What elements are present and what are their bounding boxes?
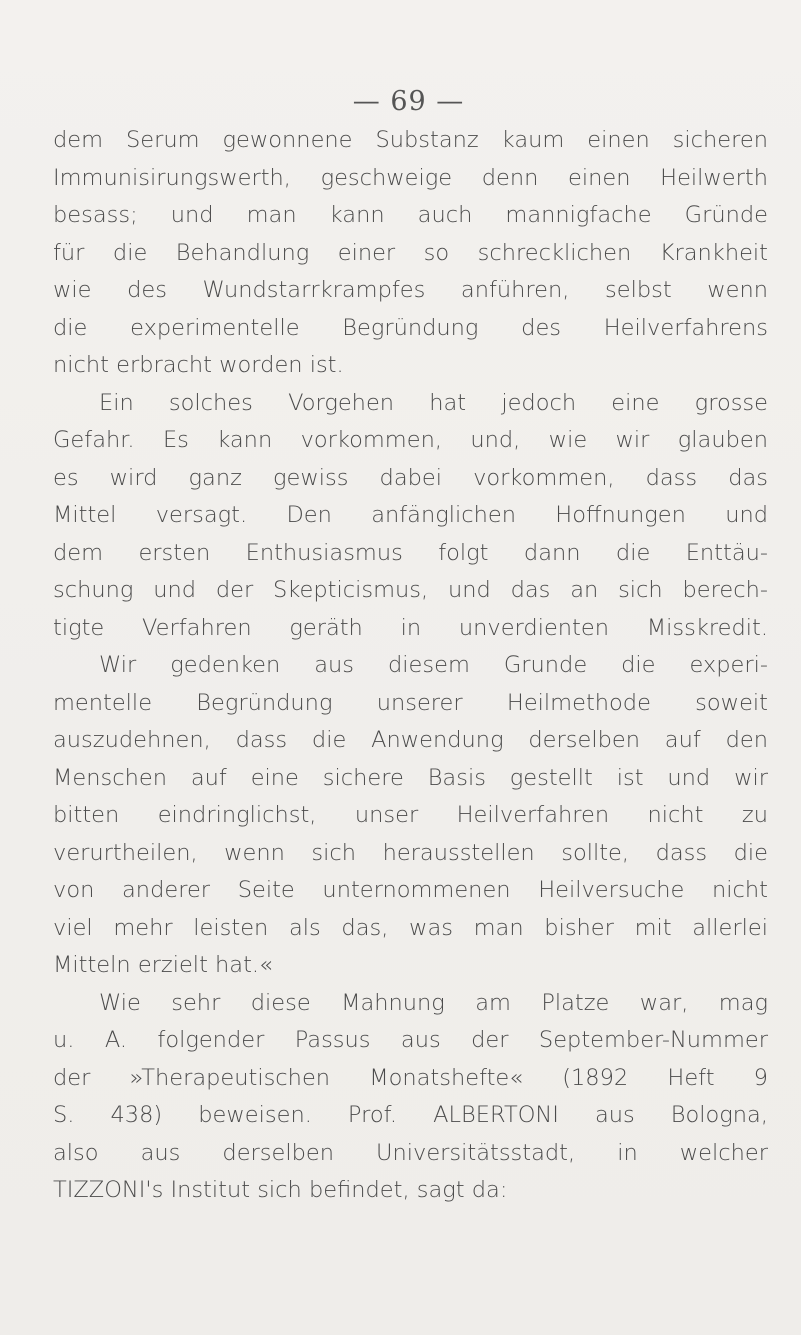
text-line: der »Therapeutischen Monatshefte« (1892 Heft 9: [53, 1064, 768, 1091]
text-line: bitten eindringlichst, unser Heilverfahren nicht zu: [53, 802, 768, 828]
text-line: es wird ganz gewiss dabei vorkommen, dass das: [53, 464, 768, 491]
text-line: Mittel versagt. Den anfänglichen Hoffnungen und: [53, 502, 768, 528]
text-line: nicht erbracht worden ist.: [53, 352, 344, 378]
text-line: Ein solches Vorgehen hat jedoch eine grosse: [99, 389, 768, 416]
text-line: tigte Verfahren geräth in unverdienten Misskredit.: [53, 614, 768, 641]
text-line: schung und der Skepticismus, und das an sich berech-: [53, 577, 768, 603]
text-line: S. 438) beweisen. Prof. ALBERTONI aus Bologna,: [53, 1102, 768, 1128]
text-line: also aus derselben Universitätsstadt, in welcher: [53, 1139, 768, 1166]
text-line: Wie sehr diese Mahnung am Platze war, mag: [99, 989, 768, 1016]
text-line: die experimentelle Begründung des Heilverfahrens: [53, 314, 768, 341]
text-line: von anderer Seite unternommenen Heilversuche nicht: [53, 877, 768, 903]
text-line: für die Behandlung einer so schrecklichen Krankheit: [53, 239, 768, 266]
text-line: verurtheilen, wenn sich herausstellen sollte, dass die: [53, 839, 768, 866]
text-line: TIZZONI's Institut sich befindet, sagt da:: [53, 1177, 508, 1203]
text-line: Menschen auf eine sichere Basis gestellt ist und wir: [53, 764, 768, 791]
text-line: Gefahr. Es kann vorkommen, und, wie wir glauben: [53, 427, 768, 453]
text-line: dem Serum gewonnene Substanz kaum einen sicheren: [53, 127, 768, 153]
page-number: — 69 —: [352, 86, 465, 117]
text-line: viel mehr leisten als das, was man bisher mit allerlei: [53, 914, 768, 941]
text-line: auszudehnen, dass die Anwendung derselben auf den: [53, 727, 768, 753]
text-line: dem ersten Enthusiasmus folgt dann die Enttäu-: [53, 539, 768, 566]
text-line: Mitteln erzielt hat.«: [53, 952, 273, 978]
text-line: Wir gedenken aus diesem Grunde die experi-: [99, 652, 768, 678]
text-line: besass; und man kann auch mannigfache Gründe: [53, 202, 768, 228]
text-line: u. A. folgender Passus aus der September-Nummer: [53, 1027, 768, 1053]
body-text: [53, 122, 768, 1210]
text-line: wie des Wundstarrkrampfes anführen, selbst wenn: [53, 277, 768, 303]
text-line: mentelle Begründung unserer Heilmethode soweit: [53, 689, 768, 716]
text-line: Immunisirungswerth, geschweige denn einen Heilwerth: [53, 164, 768, 191]
